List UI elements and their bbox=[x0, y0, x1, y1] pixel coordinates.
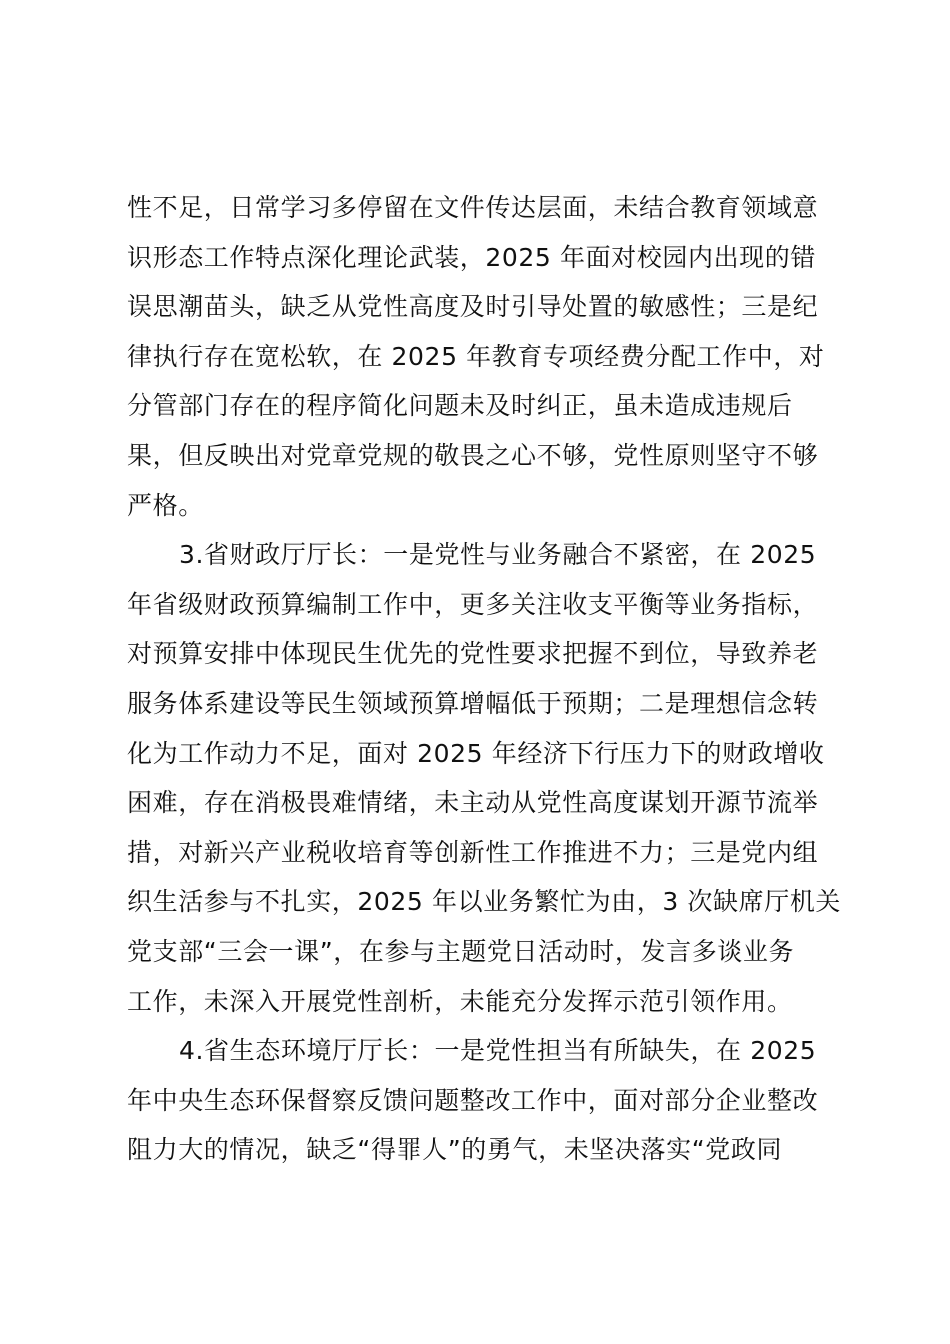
paragraph-heading-line: 3.省财政厅厅长：一是党性与业务融合不紧密，在 2025 bbox=[179, 540, 817, 570]
text-line: 阻力大的情况，缺乏“得罪人”的勇气，未坚决落实“党政同 bbox=[127, 1135, 783, 1165]
text-line: 党支部“三会一课”，在参与主题党日活动时，发言多谈业务 bbox=[127, 936, 795, 966]
text-line: 措，对新兴产业税收培育等创新性工作推进不力；三是党内组 bbox=[127, 837, 819, 867]
text-line: 分管部门存在的程序简化问题未及时纠正，虽未造成违规后 bbox=[127, 391, 793, 421]
paragraph-ecology-department bbox=[127, 1026, 819, 1175]
text-line: 律执行存在宽松软，在 2025 年教育专项经费分配工作中，对 bbox=[127, 341, 825, 371]
text-line: 化为工作动力不足，面对 2025 年经济下行压力下的财政增收 bbox=[127, 738, 825, 768]
text-line: 工作，未深入开展党性剖析，未能充分发挥示范引领作用。 bbox=[127, 986, 793, 1016]
text-line: 严格。 bbox=[127, 490, 204, 520]
text-line: 识形态工作特点深化理论武装，2025 年面对校园内出现的错 bbox=[127, 242, 816, 272]
text-line: 果，但反映出对党章党规的敬畏之心不够，党性原则坚守不够 bbox=[127, 440, 819, 470]
text-line: 困难，存在消极畏难情绪，未主动从党性高度谋划开源节流举 bbox=[127, 788, 819, 818]
paragraph-heading-line: 4.省生态环境厅厅长：一是党性担当有所缺失，在 2025 bbox=[179, 1036, 817, 1066]
text-line: 年省级财政预算编制工作中，更多关注收支平衡等业务指标， bbox=[127, 589, 819, 619]
paragraph-finance-department bbox=[127, 530, 842, 1026]
paragraph-continuation bbox=[127, 183, 825, 530]
text-line: 误思潮苗头，缺乏从党性高度及时引导处置的敏感性；三是纪 bbox=[127, 292, 819, 322]
document-body bbox=[127, 183, 842, 1175]
text-line: 服务体系建设等民生领域预算增幅低于预期；二是理想信念转 bbox=[127, 688, 819, 718]
text-line: 织生活参与不扎实，2025 年以业务繁忙为由，3 次缺席厅机关 bbox=[127, 887, 842, 917]
text-line: 性不足，日常学习多停留在文件传达层面，未结合教育领域意 bbox=[127, 193, 819, 222]
text-line: 年中央生态环保督察反馈问题整改工作中，面对部分企业整改 bbox=[127, 1085, 819, 1115]
text-line: 对预算安排中体现民生优先的党性要求把握不到位，导致养老 bbox=[127, 639, 819, 669]
